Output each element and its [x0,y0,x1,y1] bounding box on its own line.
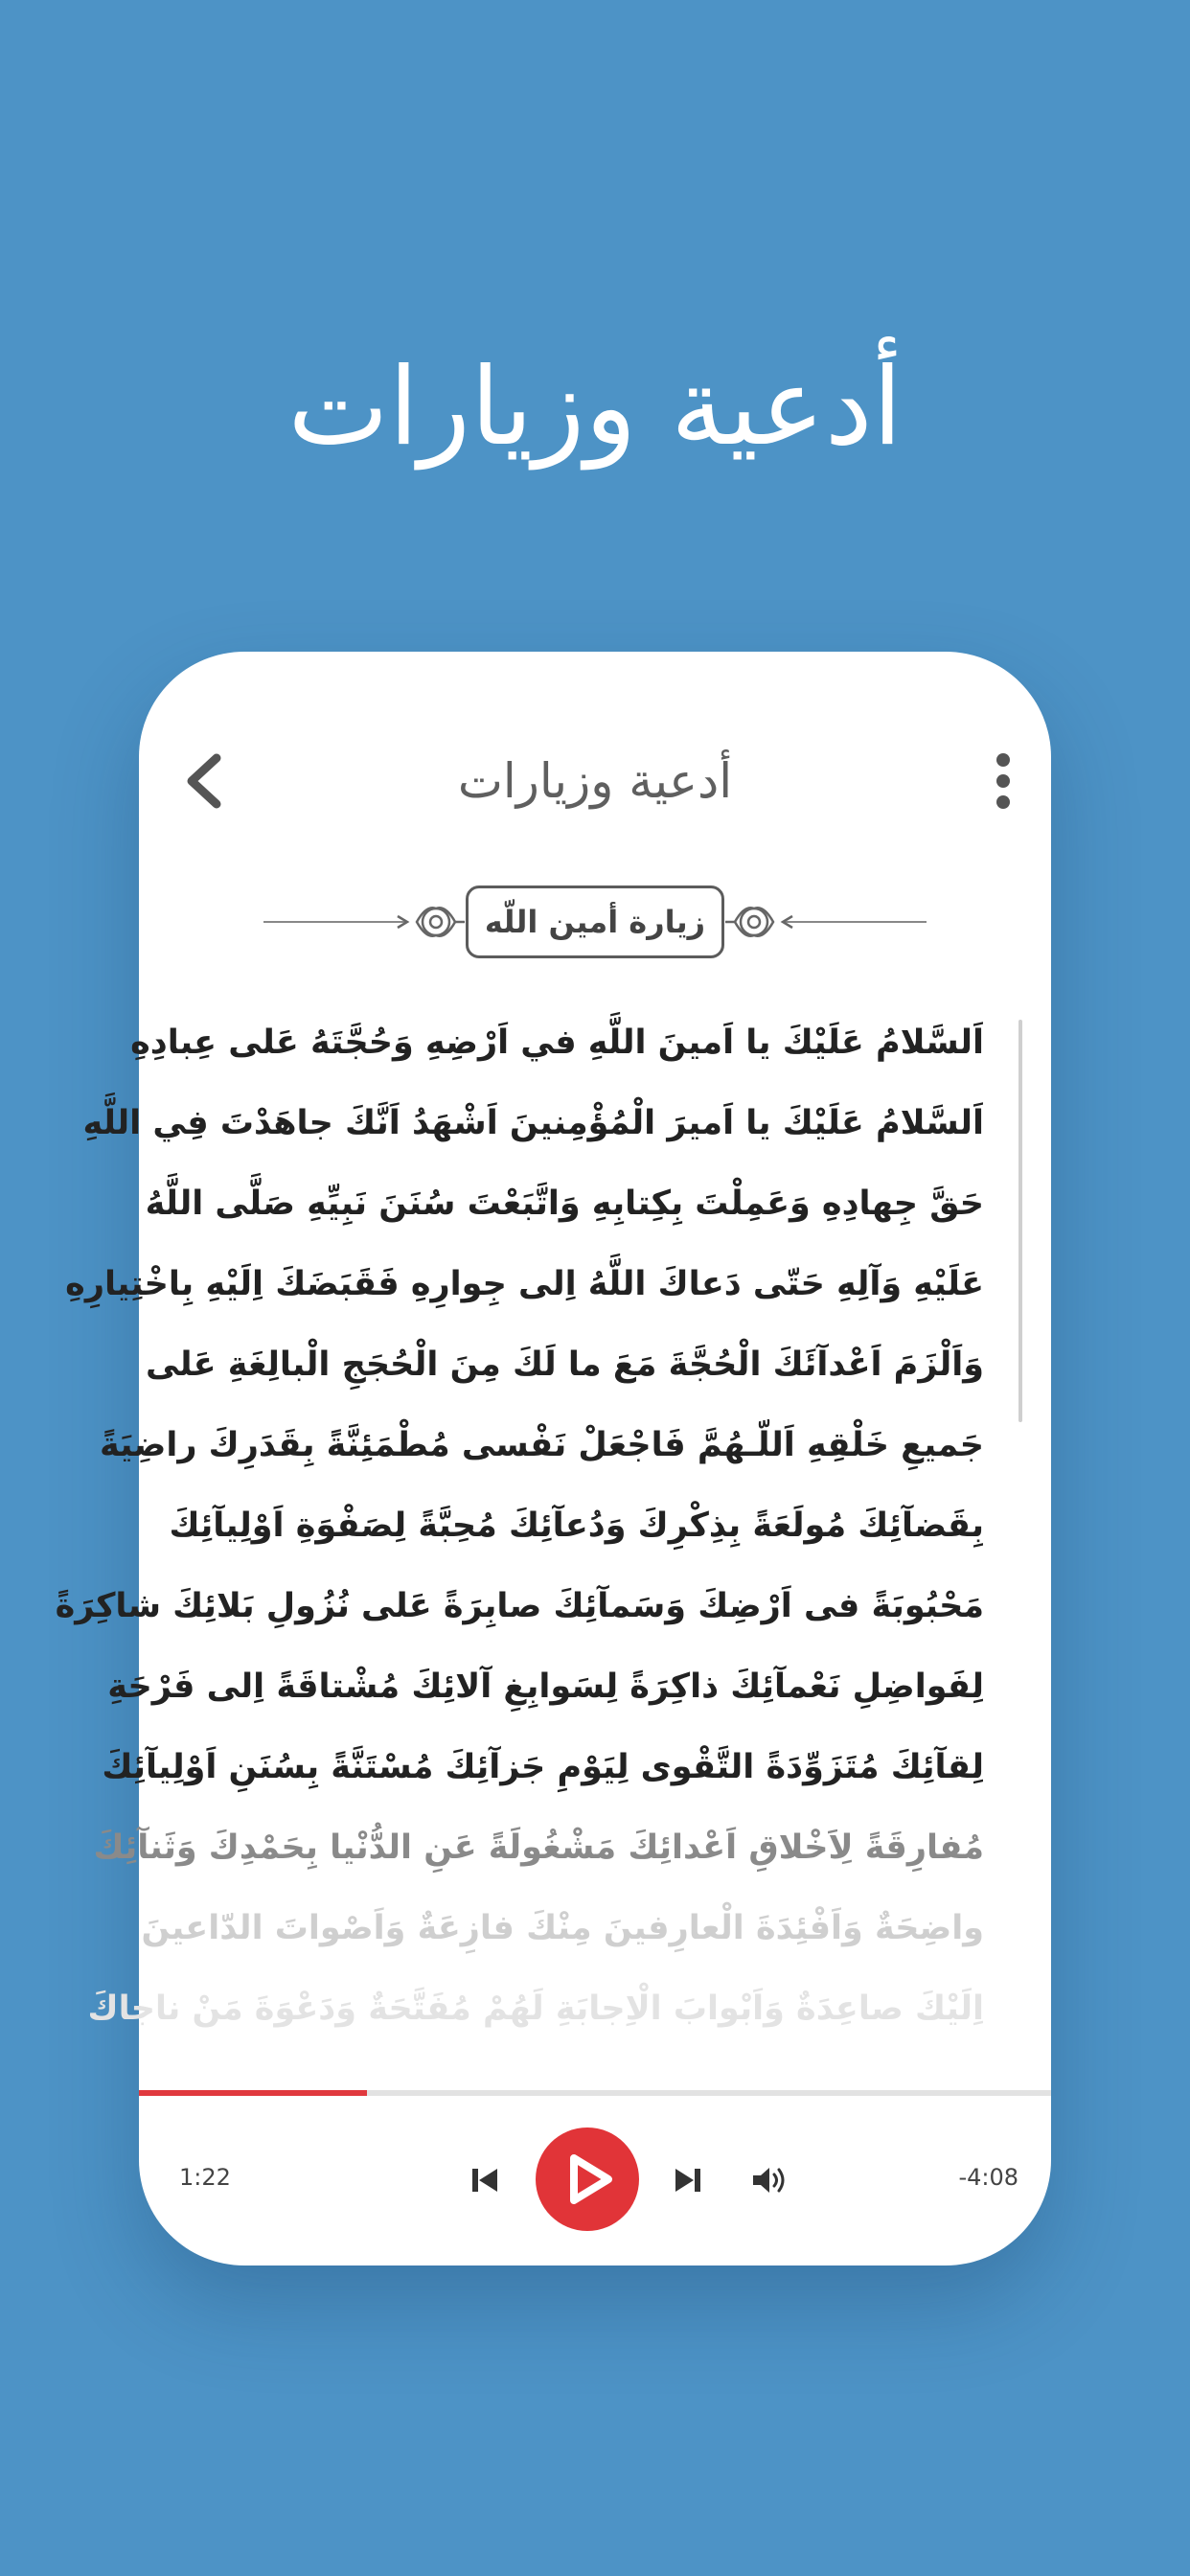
elapsed-time: 1:22 [179,2164,231,2191]
play-icon [561,2152,614,2206]
text-line: لِقآئِكَ مُتَزَوِّدَةً التَّقْوى لِيَوْمِ جَزآئِكَ مُسْتَنَّةً بِسُنَنِ اَوْلِيآئِكَ [102,1748,984,1786]
section-title: زيارة أمين اللّه [466,886,724,958]
remaining-time: -4:08 [958,2164,1018,2191]
chevron-left-icon [182,752,224,810]
more-menu-button[interactable] [974,748,1032,815]
screen-title: أدعية وزيارات [457,753,733,809]
audio-progress-bar[interactable] [139,2090,1051,2096]
text-line: مُفارِقَةً لِاَخْلاقِ اَعْدائِكَ مَشْغُولَةً عَنِ الدُّنْيا بِحَمْدِكَ وَثَنآئِكَ [93,1828,984,1867]
kebab-menu-icon [994,752,1013,810]
volume-icon [751,2165,790,2196]
audio-progress-fill [139,2090,367,2096]
back-button[interactable] [170,748,237,815]
phone-card [55,652,1051,2266]
text-line: جَميعِ خَلْقِهِ اَللّـهُمَّ فَاجْعَلْ نَفْسى مُطْمَئِنَّةً بِقَدَرِكَ راضِيَةً [100,1426,984,1464]
text-line: حَقَّ جِهادِهِ وَعَمِلْتَ بِكِتابِهِ وَاتَّبَعْتَ سُنَنَ نَبِيِّهِ صَلَّى اللَّهُ [145,1184,984,1223]
text-line: اَلسَّلامُ عَلَيْكَ يا اَميرَ الْمُؤْمِنينَ اَشْهَدُ اَنَّكَ جاهَدْتَ فِي اللَّهِ [82,1104,984,1142]
text-line: واضِحَةٌ وَاَفْئِدَةَ الْعارِفينَ مِنْكَ فازِعَةٌ وَاَصْواتَ الدّاعينَ [141,1909,984,1947]
text-scrollbar[interactable] [1018,1020,1022,1422]
text-line: وَاَلْزَمَ اَعْدآئَكَ الْحُجَّةَ مَعَ ما لَكَ مِنَ الْحُجَجِ الْبالِغَةِ عَلى [145,1346,984,1384]
text-line: بِقَضآئِكَ مُولَعَةً بِذِكْرِكَ وَدُعآئِكَ مُحِبَّةً لِصَفْوَةِ اَوْلِيآئِكَ [169,1506,984,1545]
volume-button[interactable] [748,2160,792,2200]
section-heading [139,882,1051,962]
previous-button[interactable] [465,2160,505,2200]
skip-next-icon [673,2165,703,2196]
next-button[interactable] [668,2160,708,2200]
text-line: اِلَيْكَ صاعِدَةٌ وَاَبْوابَ الْاِجابَةِ لَهُمْ مُفَتَّحَةٌ وَدَعْوَةَ مَنْ ناجاكَ [87,1990,984,2028]
skip-previous-icon [469,2165,500,2196]
prayer-text[interactable] [55,1002,984,2028]
top-bar [139,652,1051,834]
text-line: مَحْبُوبَةً فى اَرْضِكَ وَسَمآئِكَ صابِرَةً عَلى نُزُولِ بَلائِكَ شاكِرَةً [55,1587,984,1625]
text-line: عَلَيْهِ وَآلِهِ حَتّى دَعاكَ اللَّهُ اِلى جِوارِهِ فَقَبَضَكَ اِلَيْهِ بِاخْتِيارِهِ [65,1265,984,1303]
text-line: اَلسَّلامُ عَلَيْكَ يا اَمينَ اللَّهِ في اَرْضِهِ وَحُجَّتَهُ عَلى عِبادِهِ [130,1024,984,1062]
text-line: لِفَواضِلِ نَعْمآئِكَ ذاكِرَةً لِسَوابِغِ آلائِكَ مُشْتاقَةً اِلى فَرْحَةِ [107,1668,984,1706]
play-button[interactable] [536,2128,639,2231]
hero-title: أدعية وزيارات [287,345,903,470]
